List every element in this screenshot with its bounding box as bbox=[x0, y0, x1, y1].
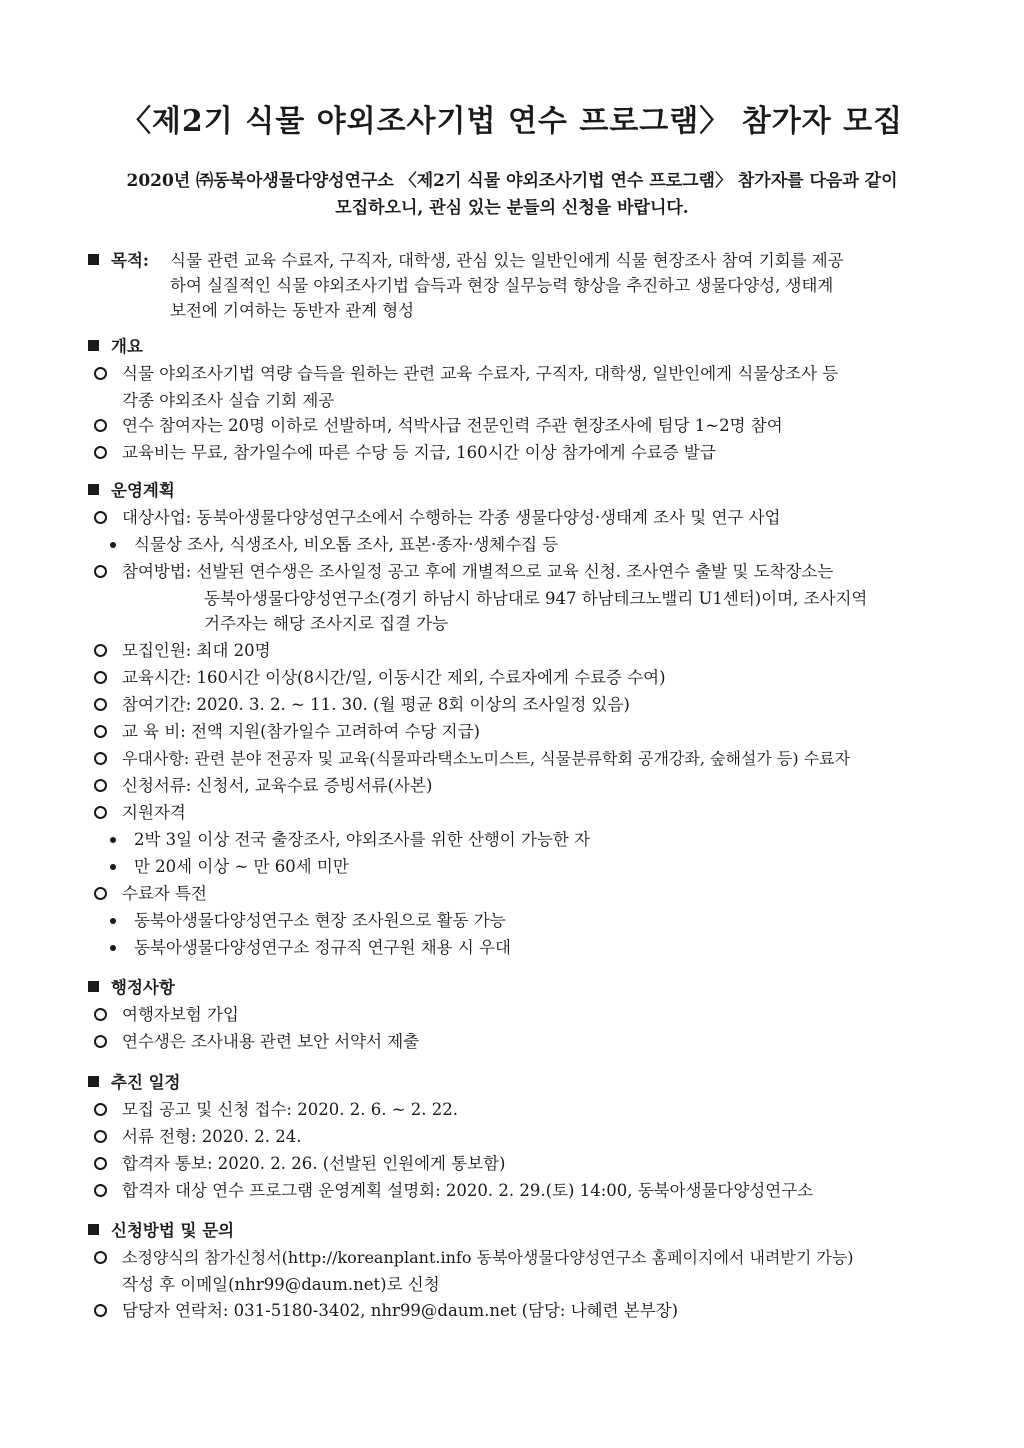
list-item: 지원자격 bbox=[88, 800, 918, 827]
bullet-item: 식물상 조사, 식생조사, 비오톱 조사, 표본·종자·생체수집 등 bbox=[88, 532, 918, 559]
list-item: 여행자보험 가입 bbox=[88, 1002, 918, 1029]
intro-line: 모집하오니, 관심 있는 분들의 신청을 바랍니다. bbox=[335, 198, 689, 218]
circle-bullet-icon bbox=[94, 367, 107, 380]
intro-paragraph bbox=[100, 168, 924, 222]
purpose-text: 식물 관련 교육 수료자, 구직자, 대학생, 관심 있는 일반인에게 식물 현장조사 참여 기회를 제공 하여 실질적인 식물 야외조사기법 습득과 현장 실무능력 향상을 추진하고 생물다양성, 생태계 보전에 기여하는 동반자 관계 형성 bbox=[170, 251, 844, 320]
dot-bullet-icon bbox=[110, 918, 116, 924]
circle-bullet-icon bbox=[94, 565, 107, 578]
list-item: 합격자 통보: 2020. 2. 26. (선발된 인원에게 통보함) bbox=[88, 1151, 918, 1178]
list-item: 참여방법: 선발된 연수생은 조사일정 공고 후에 개별적으로 교육 신청. 조사연수 출발 및 도착장소는 bbox=[88, 559, 918, 586]
dot-bullet-icon bbox=[110, 864, 116, 870]
list-item: 연수 참여자는 20명 이하로 선발하며, 석박사급 전문인력 주관 현장조사에 팀당 1~2명 참여 bbox=[88, 413, 918, 440]
list-item: 모집인원: 최대 20명 bbox=[88, 638, 918, 665]
square-bullet-icon bbox=[88, 1076, 99, 1087]
circle-bullet-icon bbox=[94, 887, 107, 900]
section-heading: 신청방법 및 문의 bbox=[88, 1218, 918, 1245]
circle-bullet-icon bbox=[94, 1008, 107, 1021]
list-item: 교육시간: 160시간 이상(8시간/일, 이동시간 제외, 수료자에게 수료증 수여) bbox=[88, 665, 918, 692]
square-bullet-icon bbox=[88, 484, 99, 495]
list-item: 식물 야외조사기법 역량 습득을 원하는 관련 교육 수료자, 구직자, 대학생, 일반인에게 식물상조사 등 bbox=[88, 361, 918, 388]
section-overview bbox=[88, 334, 918, 467]
list-item-continuation: 동북아생물다양성연구소(경기 하남시 하남대로 947 하남테크노밸리 U1센터)이며, 조사지역 bbox=[204, 589, 868, 608]
list-item: 모집 공고 및 신청 접수: 2020. 2. 6. ~ 2. 22. bbox=[88, 1097, 918, 1124]
dot-bullet-icon bbox=[110, 837, 116, 843]
circle-bullet-icon bbox=[94, 1251, 107, 1264]
circle-bullet-icon bbox=[94, 1184, 107, 1197]
intro-line: 2020년 ㈜동북아생물다양성연구소 〈제2기 식물 야외조사기법 연수 프로그램〉 참가자를 다음과 같이 bbox=[126, 171, 898, 191]
list-item: 참여기간: 2020. 3. 2. ~ 11. 30. (월 평균 8회 이상의 조사일정 있음) bbox=[88, 692, 918, 719]
list-item: 수료자 특전 bbox=[88, 881, 918, 908]
section-heading: 목적: bbox=[88, 248, 149, 275]
circle-bullet-icon bbox=[94, 779, 107, 792]
list-item: 교 육 비: 전액 지원(참가일수 고려하여 수당 지급) bbox=[88, 719, 918, 746]
list-item: 소정양식의 참가신청서(http://koreanplant.info 동북아생물다양성연구소 홈페이지에서 내려받기 가능) bbox=[88, 1245, 918, 1272]
list-item: 합격자 대상 연수 프로그램 운영계획 설명회: 2020. 2. 29.(토) 14:00, 동북아생물다양성연구소 bbox=[88, 1178, 918, 1205]
section-apply bbox=[88, 1218, 918, 1325]
circle-bullet-icon bbox=[94, 1103, 107, 1116]
section-schedule bbox=[88, 1070, 918, 1205]
circle-bullet-icon bbox=[94, 806, 107, 819]
list-item: 연수생은 조사내용 관련 보안 서약서 제출 bbox=[88, 1029, 918, 1056]
list-item-continuation: 각종 야외조사 실습 기회 제공 bbox=[122, 391, 335, 410]
document-title: 〈제2기 식물 야외조사기법 연수 프로그램〉 참가자 모집 bbox=[120, 104, 904, 139]
list-item: 교육비는 무료, 참가일수에 따른 수당 등 지급, 160시간 이상 참가에게 수료증 발급 bbox=[88, 440, 918, 467]
square-bullet-icon bbox=[88, 340, 99, 351]
circle-bullet-icon bbox=[94, 725, 107, 738]
list-item: 담당자 연락처: 031-5180-3402, nhr99@daum.net (담당: 나혜련 본부장) bbox=[88, 1298, 918, 1325]
section-heading: 행정사항 bbox=[88, 975, 918, 1002]
circle-bullet-icon bbox=[94, 1157, 107, 1170]
circle-bullet-icon bbox=[94, 446, 107, 459]
dot-bullet-icon bbox=[110, 542, 116, 548]
list-item: 신청서류: 신청서, 교육수료 증빙서류(사본) bbox=[88, 773, 918, 800]
circle-bullet-icon bbox=[94, 752, 107, 765]
list-item-continuation: 거주자는 해당 조사지로 집결 가능 bbox=[204, 614, 449, 633]
bullet-item: 만 20세 이상 ~ 만 60세 미만 bbox=[88, 854, 918, 881]
bullet-item: 동북아생물다양성연구소 현장 조사원으로 활동 가능 bbox=[88, 908, 918, 935]
list-item: 우대사항: 관련 분야 전공자 및 교육(식물파라택소노미스트, 식물분류학회 공개강좌, 숲해설가 등) 수료자 bbox=[88, 746, 918, 773]
list-item: 서류 전형: 2020. 2. 24. bbox=[88, 1124, 918, 1151]
circle-bullet-icon bbox=[94, 1130, 107, 1143]
circle-bullet-icon bbox=[94, 1035, 107, 1048]
section-plan bbox=[88, 478, 918, 962]
section-heading: 운영계획 bbox=[88, 478, 918, 505]
circle-bullet-icon bbox=[94, 511, 107, 524]
section-heading: 개요 bbox=[88, 334, 918, 361]
circle-bullet-icon bbox=[94, 1304, 107, 1317]
list-item: 대상사업: 동북아생물다양성연구소에서 수행하는 각종 생물다양성·생태계 조사 및 연구 사업 bbox=[88, 505, 918, 532]
list-item-continuation: 작성 후 이메일(nhr99@daum.net)로 신청 bbox=[122, 1275, 440, 1294]
dot-bullet-icon bbox=[110, 945, 116, 951]
section-admin bbox=[88, 975, 918, 1056]
section-purpose bbox=[88, 248, 918, 328]
square-bullet-icon bbox=[88, 1224, 99, 1235]
square-bullet-icon bbox=[88, 254, 99, 265]
bullet-item: 동북아생물다양성연구소 정규직 연구원 채용 시 우대 bbox=[88, 935, 918, 962]
circle-bullet-icon bbox=[94, 698, 107, 711]
circle-bullet-icon bbox=[94, 419, 107, 432]
circle-bullet-icon bbox=[94, 644, 107, 657]
square-bullet-icon bbox=[88, 981, 99, 992]
bullet-item: 2박 3일 이상 전국 출장조사, 야외조사를 위한 산행이 가능한 자 bbox=[88, 827, 918, 854]
circle-bullet-icon bbox=[94, 671, 107, 684]
section-heading: 추진 일정 bbox=[88, 1070, 918, 1097]
